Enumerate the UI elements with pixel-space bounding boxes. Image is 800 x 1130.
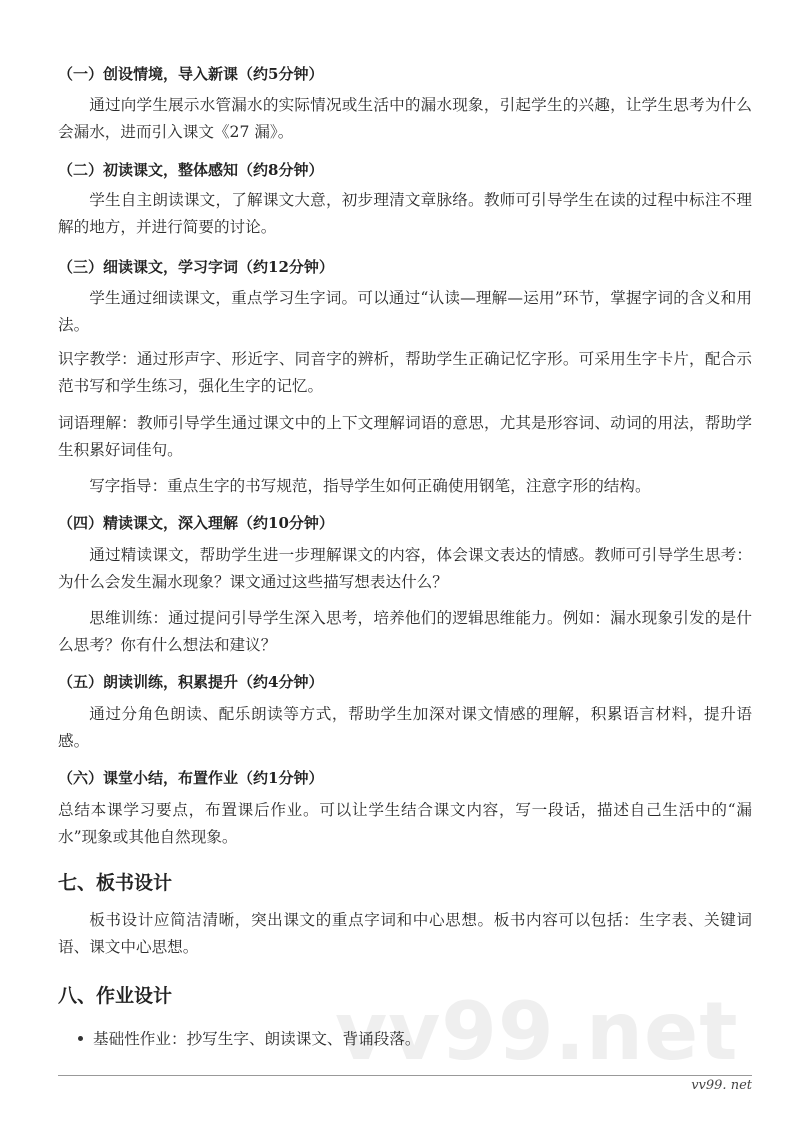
section-heading: （四）精读课文，深入理解（约10分钟） <box>58 514 334 532</box>
section-heading: （六）课堂小结，布置作业（约1分钟） <box>58 769 324 787</box>
paragraph: 学生通过细读课文，重点学习生字词。可以通过“认读—理解—运用”环节，掌握字词的含义和用法。 <box>58 289 752 334</box>
watermark: vv99.net <box>335 985 739 1078</box>
paragraph: 板书设计应简洁清晰，突出课文的重点字词和中心思想。板书内容可以包括：生字表、关键词语、课文中心思想。 <box>58 911 752 956</box>
section-heading: （三）细读课文，学习字词（约12分钟） <box>58 258 334 276</box>
section-heading: （一）创设情境，导入新课（约5分钟） <box>58 65 324 83</box>
section-heading: （二）初读课文，整体感知（约8分钟） <box>58 161 324 179</box>
paragraph: 通过向学生展示水管漏水的实际情况或生活中的漏水现象，引起学生的兴趣，让学生思考为什么会漏水，进而引入课文《27 漏》。 <box>58 96 752 141</box>
paragraph: 思维训练：通过提问引导学生深入思考，培养他们的逻辑思维能力。例如：漏水现象引发的是什么思考？你有什么想法和建议？ <box>58 609 752 654</box>
paragraph: 学生自主朗读课文，了解课文大意，初步理清文章脉络。教师可引导学生在读的过程中标注不理解的地方，并进行简要的讨论。 <box>58 191 752 236</box>
board-heading: 七、板书设计 <box>58 872 173 894</box>
paragraph: 词语理解：教师引导学生通过课文中的上下文理解词语的意思，尤其是形容词、动词的用法，帮助学生积累好词佳句。 <box>58 414 752 459</box>
homework-heading: 八、作业设计 <box>58 985 173 1007</box>
paragraph: 总结本课学习要点，布置课后作业。可以让学生结合课文内容，写一段话，描述自己生活中的“漏水”现象或其他自然现象。 <box>58 801 752 846</box>
list-item-text: 基础性作业：抄写生字、朗读课文、背诵段落。 <box>93 1030 421 1048</box>
paragraph: 通过精读课文，帮助学生进一步理解课文的内容，体会课文表达的情感。教师可引导学生思考：为什么会发生漏水现象？课文通过这些描写想表达什么？ <box>58 546 752 591</box>
section-heading: （五）朗读训练，积累提升（约4分钟） <box>58 673 324 691</box>
footer-text: vv99. net <box>691 1078 752 1093</box>
bullet-icon <box>78 1036 83 1041</box>
list-item <box>58 1026 752 1053</box>
paragraph: 识字教学：通过形声字、形近字、同音字的辨析，帮助学生正确记忆字形。可采用生字卡片，配合示范书写和学生练习，强化生字的记忆。 <box>58 350 752 395</box>
footer-divider <box>58 1075 752 1076</box>
paragraph: 写字指导：重点生字的书写规范，指导学生如何正确使用钢笔，注意字形的结构。 <box>89 477 651 495</box>
paragraph: 通过分角色朗读、配乐朗读等方式，帮助学生加深对课文情感的理解，积累语言材料，提升语感。 <box>58 705 752 750</box>
